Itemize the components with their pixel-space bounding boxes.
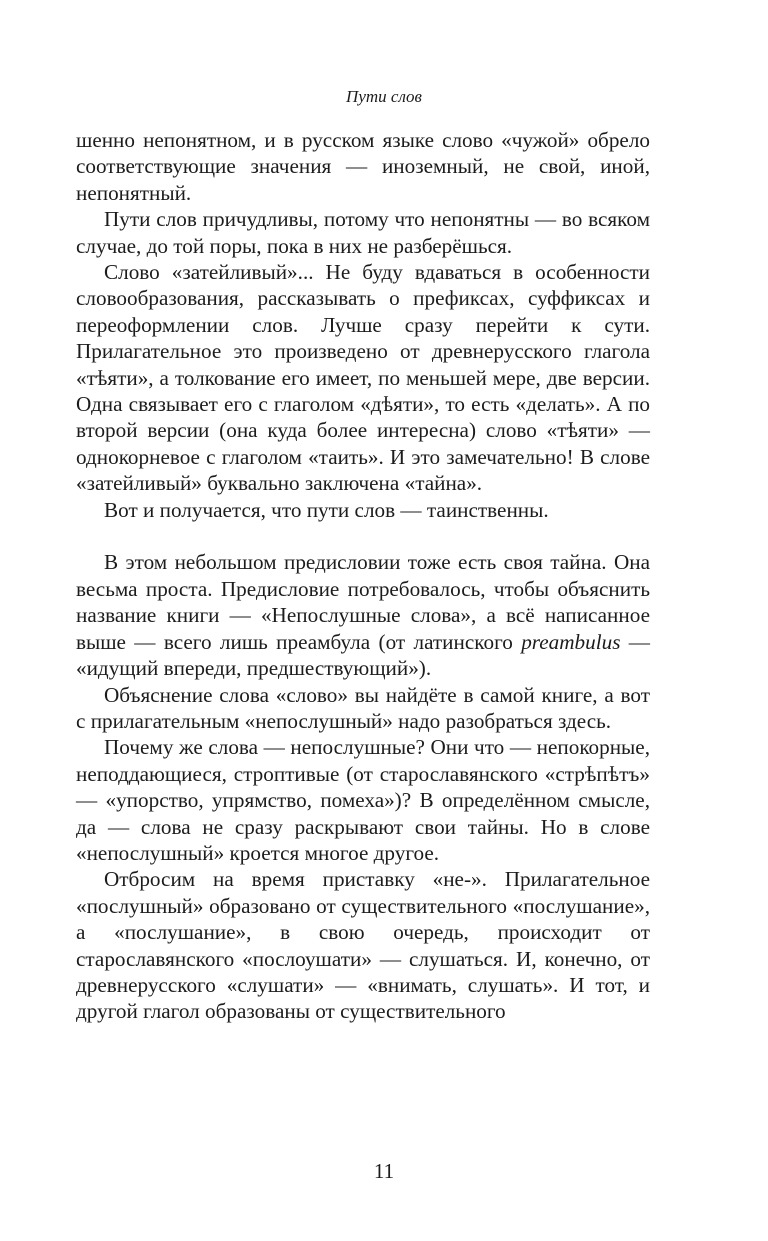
running-head: Пути слов xyxy=(346,87,422,106)
paragraph-text: — «идущий впереди, предшествующий»). xyxy=(76,629,650,681)
paragraph: Пути слов причудливы, потому что непонятны — во всяком случае, до той поры, пока в них не разберёшься. xyxy=(76,207,650,258)
paragraph xyxy=(76,549,650,681)
paragraph: Слово «затейливый»... Не буду вдаваться в особенности словообразования, рассказывать о префиксах, суффиксах и переоформлении слов. Лучше сразу перейти к сути. Прилагательное это произведено от древнерусского глагола «тѣяти», а толкование его имеет, по меньшей мере, две версии. Одна связывает его с глаголом «дѣяти», то есть «делать». А по второй версии (она куда более интересна) слово «тѣяти» — однокорневое с глаголом «таить». И это замечательно! В слове «затейливый» буквально заключена «тайна». xyxy=(76,260,650,496)
paragraph: Объяснение слова «слово» вы найдёте в самой книге, а вот с прилагательным «непослушный» надо разобраться здесь. xyxy=(76,682,650,733)
latin-term: preambulus xyxy=(521,629,621,654)
paragraph: шенно непонятном, и в русском языке слово «чужой» обрело соответствующие значения — иноземный, не свой, иной, непонятный. xyxy=(76,128,650,205)
page-number: 11 xyxy=(373,1159,395,1183)
paragraph: Вот и получается, что пути слов — таинственны. xyxy=(104,497,549,522)
paragraph: Отбросим на время приставку «не-». Прилагательное «послушный» образовано от существительного «послушание», а «послушание», в свою очередь, происходит от старославянского «послоушати» — слушаться. И, конечно, от древнерусского «слушати» — «внимать, слушать». И тот, и другой глагол образованы от существительного xyxy=(76,867,650,1024)
paragraph: Почему же слова — непослушные? Они что — непокорные, неподдающиеся, строптивые (от старославянского «стрѣпѣтъ» — «упорство, упрямство, помеха»)? В определённом смысле, да — слова не сразу раскрывают свои тайны. Но в слове «непослушный» кроется многое другое. xyxy=(76,735,650,865)
body-text xyxy=(76,127,650,1025)
paragraph-text: В этом небольшом предисловии тоже есть своя тайна. Она весьма проста. Предисловие потребовалось, чтобы объяснить название книги — «Непослушные слова», а всё написанное выше — всего лишь преамбула (от латинского xyxy=(76,550,650,654)
